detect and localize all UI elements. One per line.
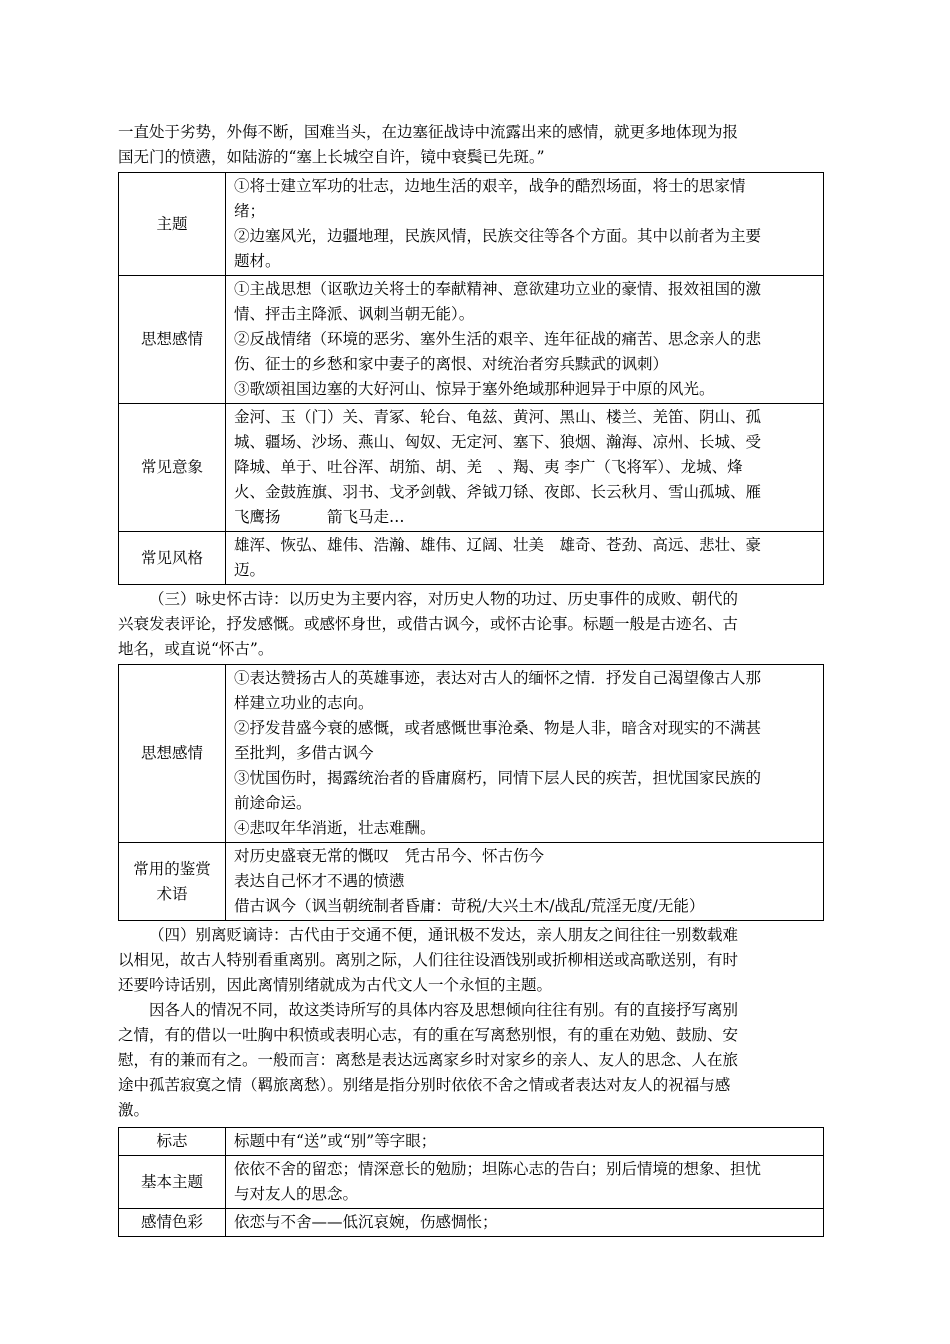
section-4-line: 慰，有的兼而有之。一般而言：离愁是表达远离家乡时对家乡的亲人、友人的思念、人在旅 — [118, 1051, 739, 1069]
table-row — [119, 404, 824, 532]
row-label: 基本主题 — [119, 1156, 226, 1209]
row-content — [226, 173, 824, 276]
row-content — [226, 665, 824, 843]
row-content — [226, 1128, 824, 1156]
content-line: ②抒发昔盛今衰的感慨，或者感慨世事沧桑、物是人非，暗含对现实的不满甚 — [234, 719, 762, 737]
content-line: 对历史盛衰无常的慨叹 凭古吊今、怀古伤今 — [234, 847, 545, 865]
section-4-paragraph-2 — [118, 998, 826, 1123]
row-label: 常见意象 — [119, 404, 226, 532]
row-content — [226, 843, 824, 921]
content-line: 情、抨击主降派、讽刺当朝无能）。 — [234, 305, 475, 323]
row-label: 常见风格 — [119, 532, 226, 585]
intro-line: 国无门的愤懑，如陆游的“塞上长城空自许，镜中衰鬓已先斑。” — [118, 148, 545, 166]
row-content — [226, 1209, 824, 1237]
frontier-poetry-table — [118, 172, 824, 585]
content-line: 绪； — [234, 202, 266, 220]
content-line: 借古讽今（讽当朝统制者昏庸：苛税/大兴土木/战乱/荒淫无度/无能） — [234, 897, 705, 915]
table-row — [119, 1128, 824, 1156]
content-line: ③忧国伤时，揭露统治者的昏庸腐朽，同情下层人民的疾苦，担忧国家民族的 — [234, 769, 762, 787]
row-content — [226, 1156, 824, 1209]
document-page — [118, 120, 826, 1237]
table-row — [119, 276, 824, 404]
content-line: ①主战思想（讴歌边关将士的奉献精神、意欲建功立业的豪情、报效祖国的激 — [234, 280, 762, 298]
content-line: 标题中有“送”或“别”等字眼； — [234, 1132, 437, 1150]
intro-line: 一直处于劣势，外侮不断，国难当头，在边塞征战诗中流露出来的感情，就更多地体现为报 — [118, 123, 739, 141]
content-line: 迈。 — [234, 561, 266, 579]
table-row — [119, 843, 824, 921]
section-3-line: （三）咏史怀古诗：以历史为主要内容，对历史人物的功过、历史事件的成败、朝代的 — [149, 590, 739, 608]
table-row — [119, 1156, 824, 1209]
section-4-paragraph — [118, 923, 826, 998]
parting-poetry-table — [118, 1127, 824, 1237]
content-line: 表达自己怀才不遇的愤懑 — [234, 872, 405, 890]
content-line: 前途命运。 — [234, 794, 312, 812]
table-row — [119, 1209, 824, 1237]
content-line: 城、疆场、沙场、燕山、匈奴、无定河、塞下、狼烟、瀚海、凉州、长城、受 — [234, 433, 762, 451]
section-4-line: 因各人的情况不同，故这类诗所写的具体内容及思想倾向往往有别。有的直接抒写离别 — [149, 1001, 739, 1019]
table-row — [119, 532, 824, 585]
content-line: 依依不舍的留恋；情深意长的勉励；坦陈心志的告白；别后情境的想象、担忧 — [234, 1160, 762, 1178]
content-line: 降城、单于、吐谷浑、胡笳、胡、羌 、羯、夷 李广（飞将军）、龙城、烽 — [234, 458, 743, 476]
section-4-line: 激。 — [118, 1101, 150, 1119]
history-poetry-table — [118, 664, 824, 921]
section-4-line: （四）别离贬谪诗：古代由于交通不便，通讯极不发达，亲人朋友之间往往一别数载难 — [149, 926, 739, 944]
section-3-paragraph — [118, 587, 826, 662]
content-line: 金河、玉（门）关、青冢、轮台、龟兹、黄河、黑山、楼兰、羌笛、阴山、孤 — [234, 408, 762, 426]
table-row — [119, 173, 824, 276]
row-label: 感情色彩 — [119, 1209, 226, 1237]
section-4-line: 还要吟诗话别，因此离情别绪就成为古代文人一个永恒的主题。 — [118, 976, 553, 994]
content-line: ②边塞风光，边疆地理，民族风情，民族交往等各个方面。其中以前者为主要 — [234, 227, 762, 245]
content-line: 与对友人的思念。 — [234, 1185, 359, 1203]
row-label-line: 常用的鉴赏 — [133, 859, 211, 878]
table-row — [119, 665, 824, 843]
content-line: 题材。 — [234, 252, 281, 270]
content-line: ①表达赞扬古人的英雄事迹，表达对古人的缅怀之情．抒发自己渴望像古人那 — [234, 669, 762, 687]
content-line: 飞鹰扬 箭飞马走… — [234, 508, 405, 526]
row-label — [119, 843, 226, 921]
row-label: 思想感情 — [119, 665, 226, 843]
section-4-line: 途中孤苦寂寞之情（羁旅离愁）。别绪是指分别时依依不舍之情或者表达对友人的祝福与感 — [118, 1076, 731, 1094]
row-label: 主题 — [119, 173, 226, 276]
content-line: 至批判，多借古讽今 — [234, 744, 374, 762]
row-content — [226, 404, 824, 532]
content-line: ①将士建立军功的壮志，边地生活的艰辛，战争的酷烈场面，将士的思家情 — [234, 177, 746, 195]
content-line: ④悲叹年华消逝，壮志难酬。 — [234, 819, 436, 837]
content-line: 雄浑、恢弘、雄伟、浩瀚、雄伟、辽阔、壮美 雄奇、苍劲、高远、悲壮、豪 — [234, 536, 762, 554]
row-content — [226, 276, 824, 404]
content-line: 伤、征士的乡愁和家中妻子的离恨、对统治者穷兵黩武的讽刺） — [234, 355, 669, 373]
row-label: 思想感情 — [119, 276, 226, 404]
intro-paragraph — [118, 120, 826, 170]
section-3-line: 地名，或直说“怀古”。 — [118, 640, 274, 658]
section-4-line: 以相见，故古人特别看重离别。离别之际，人们往往设酒饯别或折柳相送或高歌送别，有时 — [118, 951, 739, 969]
row-content — [226, 532, 824, 585]
content-line: ②反战情绪（环境的恶劣、塞外生活的艰辛、连年征战的痛苦、思念亲人的悲 — [234, 330, 762, 348]
row-label: 标志 — [119, 1128, 226, 1156]
content-line: 火、金鼓旌旗、羽书、戈矛剑戟、斧钺刀铩、夜郎、长云秋月、雪山孤城、雁 — [234, 483, 762, 501]
content-line: ③歌颂祖国边塞的大好河山、惊异于塞外绝域那种迥异于中原的风光。 — [234, 380, 715, 398]
section-3-line: 兴衰发表评论，抒发感慨。或感怀身世，或借古讽今，或怀古论事。标题一般是古迹名、古 — [118, 615, 739, 633]
content-line: 样建立功业的志向。 — [234, 694, 374, 712]
row-label-line: 术语 — [156, 884, 188, 903]
section-4-line: 之情，有的借以一吐胸中积愤或表明心志，有的重在写离愁别恨，有的重在劝勉、鼓励、安 — [118, 1026, 739, 1044]
content-line: 依恋与不舍——低沉哀婉，伤感惆怅； — [234, 1213, 498, 1231]
